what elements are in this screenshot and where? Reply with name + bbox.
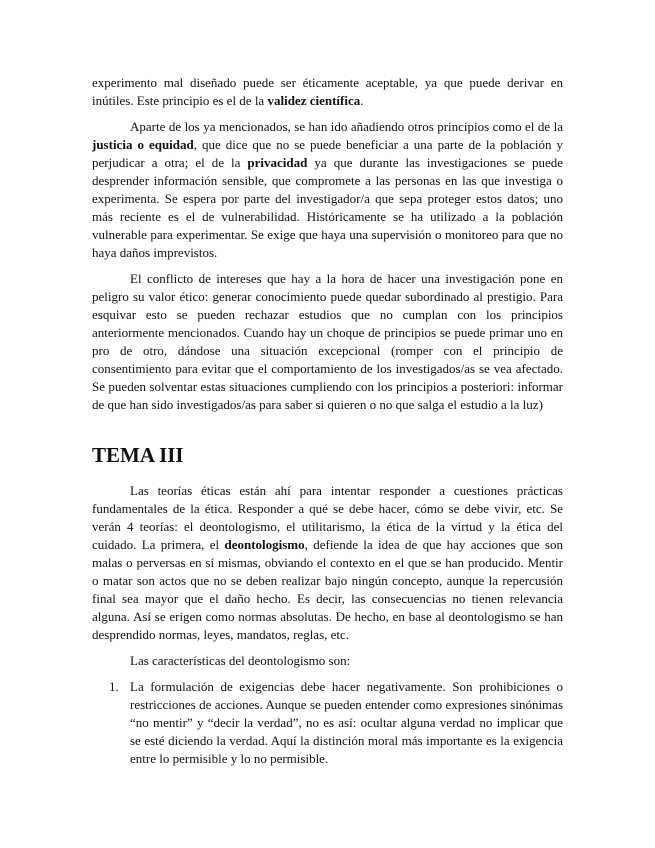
list-item-text: La formulación de exigencias debe hacer negativamente. Son prohibiciones o restricciones de acciones. Aunque se pueden entender como expresiones sinónimas “no mentir” y “decir la verdad”, no es así: ocultar alguna verdad no implicar que se esté diciendo la verdad. Aquí la distinción moral más importante es la exigencia entre lo permisible y lo no permisible. — [130, 679, 563, 766]
list-item — [92, 678, 563, 768]
validez-cientifica-term: validez científica — [267, 93, 361, 108]
intro-text-a: experimento mal diseñado puede ser éticamente aceptable, ya que puede derivar en inútiles. Este principio es el de la — [92, 75, 563, 108]
principles-text-2: , que dice que no se puede beneficiar a una parte de la población y perjudicar a otra; el de la — [92, 137, 563, 170]
theories-paragraph — [92, 482, 563, 644]
justicia-term: justicia o equidad — [92, 137, 194, 152]
theories-text-2: , defiende la idea de que hay acciones que son malas o perversas en sí mismas, obviando el contexto en el que se han producido. Mentir o matar son actos que no se deben realizar bajo ningún concepto, aunque la repercusión final sea mayor que el daño hecho. Es decir, las consecuencias no tienen relevancia alguna. Así se erigen como normas absolutas. De hecho, en base al deontologismo se han desprendido normas, leyes, mandatos, reglas, etc. — [92, 537, 563, 642]
characteristics-list — [92, 678, 563, 768]
characteristics-intro: Las características del deontologismo son: — [130, 653, 351, 668]
privacidad-term: privacidad — [247, 155, 308, 170]
document-body — [92, 74, 563, 768]
theories-text-1: Las teorías éticas están ahí para intentar responder a cuestiones prácticas fundamentales de la ética. Responder a qué se debe hacer, cómo se debe vivir, etc. Se verán 4 teorías: el deontologismo, el utilitarismo, la ética de la virtud y la ética del cuidado. La primera, el — [92, 483, 563, 552]
intro-paragraph — [92, 74, 563, 110]
section-heading: TEMA III — [92, 443, 184, 467]
intro-text-b: . — [360, 93, 364, 108]
principles-text-1: Aparte de los ya mencionados, se han ido añadiendo otros principios como el de la — [130, 119, 563, 134]
principles-paragraph — [92, 118, 563, 262]
list-item-number: 1. — [109, 679, 119, 694]
principles-text-3: ya que durante las investigaciones se puede desprender información sensible, que compromete a las personas en las que investiga o experimenta. Se espera por parte del investigador/a que sepa proteger estos datos; uno más reciente es el de vulnerabilidad. Históricamente se ha utilizado a la población vulnerable para experimentar. Se exige que haya una supervisión o monitoreo para que no haya daños imprevistos. — [92, 155, 563, 260]
deontologismo-term: deontologismo — [224, 537, 305, 552]
conflict-paragraph: El conflicto de intereses que hay a la hora de hacer una investigación pone en peligro su valor ético: generar conocimiento puede quedar subordinado al prestigio. Para esquivar esto se pueden rechazar estudios que no cumplan con los principios anteriormente mencionados. Cuando hay un choque de principios se puede primar uno en pro de otro, dándose una situación excepcional (romper con el principio de consentimiento para evitar que el comportamiento de los investigados/as se vea afectado. Se pueden solventar estas situaciones cumpliendo con los principios a posteriori: informar de que han sido investigados/as para saber si quieren o no que salga el estudio a la luz) — [92, 271, 563, 412]
